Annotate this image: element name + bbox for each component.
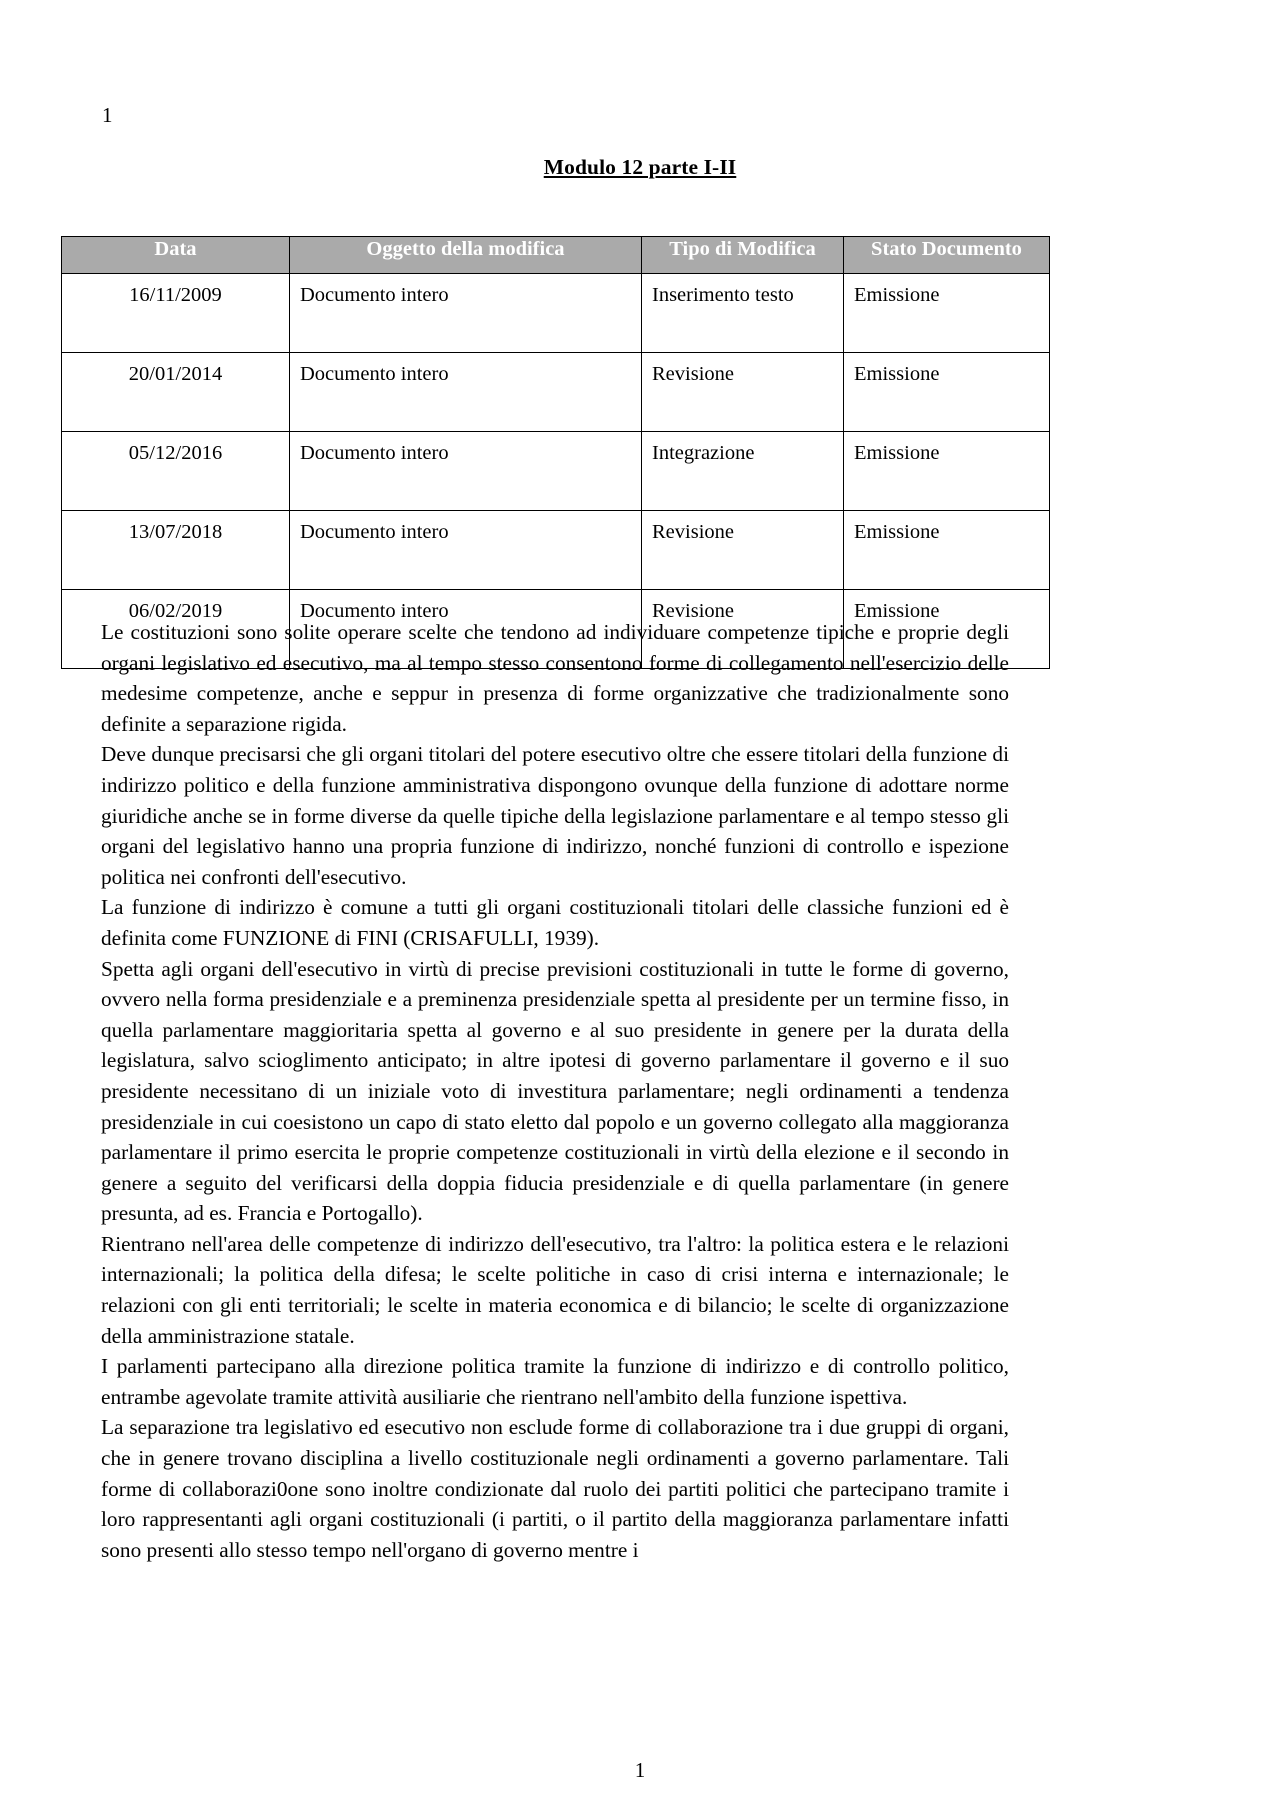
cell-tipo: Inserimento testo <box>642 274 844 353</box>
page-title-text: Modulo 12 parte I-II <box>543 155 737 179</box>
paragraph-1: Le costituzioni sono solite operare scelte che tendono ad individuare competenze tipiche e proprie degli organi legislativo ed esecutivo, ma al tempo stesso consentono forme di collegamento nell'esercizio delle medesime competenze, anche e seppur in presenza di forme organizzative che tradizionalmente sono definite a separazione rigida. <box>101 620 1009 736</box>
body-text <box>101 617 1009 1565</box>
page-title <box>0 155 1280 180</box>
column-header-data: Data <box>62 237 290 274</box>
cell-data: 16/11/2009 <box>62 274 290 353</box>
table-row <box>62 353 1050 432</box>
cell-data: 20/01/2014 <box>62 353 290 432</box>
cell-stato: Emissione <box>844 511 1050 590</box>
cell-tipo: Integrazione <box>642 432 844 511</box>
paragraph-5: Rientrano nell'area delle competenze di indirizzo dell'esecutivo, tra l'altro: la politica estera e le relazioni internazionali; la politica della difesa; le scelte politiche in caso di crisi interna e internazionale; le relazioni con gli enti territoriali; le scelte in materia economica e di bilancio; le scelte di organizzazione della amministrazione statale. <box>101 1231 1009 1348</box>
cell-stato: Emissione <box>844 274 1050 353</box>
table-row <box>62 274 1050 353</box>
table-row <box>62 432 1050 511</box>
cell-data: 06/02/2019 <box>62 590 290 669</box>
paragraph-3: La funzione di indirizzo è comune a tutti gli organi costituzionali titolari delle classiche funzioni ed è definita come FUNZIONE di FINI (CRISAFULLI, 1939). <box>101 895 1009 950</box>
cell-data: 05/12/2016 <box>62 432 290 511</box>
column-header-tipo: Tipo di Modifica <box>642 237 844 274</box>
cell-stato: Emissione <box>844 590 1050 669</box>
cell-stato: Emissione <box>844 353 1050 432</box>
cell-tipo: Revisione <box>642 590 844 669</box>
cell-oggetto: Documento intero <box>290 432 642 511</box>
paragraph-7: La separazione tra legislativo ed esecutivo non esclude forme di collaborazione tra i due gruppi di organi, che in genere trovano disciplina a livello costituzionale negli ordinamenti a governo parlamentare. Tali forme di collaborazi0one sono inoltre condizionate dal ruolo dei partiti politici che partecipano tramite i loro rappresentanti agli organi costituzionali (i partiti, o il partito della maggioranza parlamentare infatti sono presenti allo stesso tempo nell'organo di governo mentre i <box>101 1415 1009 1562</box>
revision-history-table-wrapper <box>61 236 1049 669</box>
cell-oggetto: Documento intero <box>290 511 642 590</box>
cell-oggetto: Documento intero <box>290 353 642 432</box>
cell-data: 13/07/2018 <box>62 511 290 590</box>
cell-oggetto: Documento intero <box>290 590 642 669</box>
cell-oggetto: Documento intero <box>290 274 642 353</box>
cell-stato: Emissione <box>844 432 1050 511</box>
cell-tipo: Revisione <box>642 511 844 590</box>
revision-history-table <box>61 236 1050 669</box>
paragraph-6: I parlamenti partecipano alla direzione politica tramite la funzione di indirizzo e di controllo politico, entrambe agevolate tramite attività ausiliarie che rientrano nell'ambito della funzione ispettiva. <box>101 1354 1009 1409</box>
cell-tipo: Revisione <box>642 353 844 432</box>
footer-page-number: 1 <box>634 1758 646 1782</box>
column-header-stato: Stato Documento <box>844 237 1050 274</box>
table-header-row <box>62 237 1050 274</box>
paragraph-4: Spetta agli organi dell'esecutivo in virtù di precise previsioni costituzionali in tutte le forme di governo, ovvero nella forma presidenziale e a preminenza presidenziale spetta al presidente per un termine fisso, in quella parlamentare maggioritaria spetta al governo e al suo presidente in genere per la durata della legislatura, salvo scioglimento anticipato; in altre ipotesi di governo parlamentare il governo e il suo presidente necessitano di un iniziale voto di investitura parlamentare; negli ordinamenti a tendenza presidenziale in cui coesistono un capo di stato eletto dal popolo e un governo collegato alla maggioranza parlamentare il primo esercita le proprie competenze costituzionali in virtù della elezione e il secondo in genere a seguito del verificarsi della doppia fiducia presidenziale e di quella parlamentare (in genere presunta, ad es. Francia e Portogallo). <box>101 956 1009 1226</box>
column-header-oggetto: Oggetto della modifica <box>290 237 642 274</box>
page-top-marker: 1 <box>102 103 113 127</box>
table-row <box>62 511 1050 590</box>
paragraph-2: Deve dunque precisarsi che gli organi titolari del potere esecutivo oltre che essere titolari della funzione di indirizzo politico e della funzione amministrativa dispongono ovunque della funzione di adottare norme giuridiche anche se in forme diverse da quelle tipiche della legislazione parlamentare e al tempo stesso gli organi del legislativo hanno una propria funzione di indirizzo, nonché funzioni di controllo e ispezione politica nei confronti dell'esecutivo. <box>101 742 1009 889</box>
revision-table-body <box>62 274 1050 669</box>
